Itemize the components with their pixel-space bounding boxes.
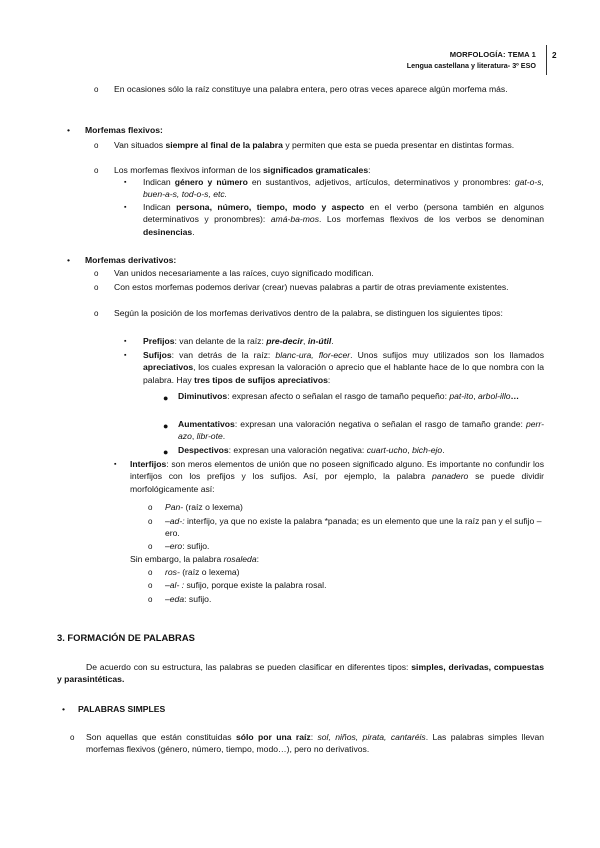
sufijos-item: Sufijos: van detrás de la raíz: blanc-ura, flor-ecer. Unos sufijos muy utilizados son los llamados apreciativos, los cuales expresan la valoración o aprecio que el hablante hace de lo que nombra con la palabra. Hay tres tipos de sufijos apreciativos: — [143, 350, 544, 385]
derivativos-item-3: Según la posición de los morfemas derivativos dentro de la palabra, se distinguen los siguientes tipos: — [114, 308, 503, 318]
circle-bullet-icon: o — [148, 517, 153, 526]
circle-bullet-icon: o — [94, 141, 99, 150]
flexivos-sub-1: Indican género y número en sustantivos, adjetivos, artículos, determinativos y pronombres: gat-o-s, buen-a-s, tod-o-s, etc. — [143, 177, 544, 200]
square-bullet-icon: ▪ — [124, 352, 127, 359]
square-bullet-icon: ▪ — [114, 461, 117, 468]
circle-bullet-icon: o — [94, 85, 99, 94]
page-number: 2 — [552, 51, 557, 60]
square-bullet-icon: ▪ — [124, 338, 127, 345]
aumentativos-item: Aumentativos: expresan una valoración negativa o señalan el rasgo de tamaño grande: perr-azo, libr-ote. — [178, 419, 544, 442]
section-title: 3. FORMACIÓN DE PALABRAS — [57, 632, 195, 643]
despectivos-item: Despectivos: expresan una valoración negativa: cuart-ucho, bich-ejo. — [178, 445, 445, 455]
circle-bullet-icon: o — [148, 503, 153, 512]
flexivos-sub-2: Indican persona, número, tiempo, modo y aspecto en el verbo (persona también en algunos determinativos y pronombres): amá-ba-mos. Los morfemas flexivos de los verbos se denominan desinencias. — [143, 202, 544, 237]
circle-bullet-icon: o — [94, 283, 99, 292]
flexivos-item-1: Van situados siempre al final de la palabra y permiten que esta se pueda presentar en distintas formas. — [114, 140, 515, 150]
dot-bullet-icon: ● — [163, 393, 169, 403]
ad-item: –ad-: interfijo, ya que no existe la palabra *panada; es un elemento que une la raíz pan y el sufijo –ero. — [165, 516, 542, 539]
sin-embargo-line: Sin embargo, la palabra rosaleda: — [130, 554, 259, 564]
al-item: –al- : sufijo, porque existe la palabra rosal. — [165, 580, 327, 590]
header-title: MORFOLOGÍA: TEMA 1 — [449, 50, 536, 59]
circle-bullet-icon: o — [148, 581, 153, 590]
eda-item: –eda: sufijo. — [165, 594, 212, 604]
dot-bullet-icon: ● — [163, 421, 169, 431]
circle-bullet-icon: o — [94, 166, 99, 175]
square-bullet-icon: ▪ — [124, 204, 127, 211]
circle-bullet-icon: o — [70, 733, 75, 742]
intro-item: En ocasiones sólo la raíz constituye una palabra entera, pero otras veces aparece algún morfema más. — [114, 84, 508, 94]
header-divider — [546, 45, 547, 75]
derivativos-heading: Morfemas derivativos: — [85, 255, 177, 265]
square-bullet-icon: ▪ — [124, 179, 127, 186]
circle-bullet-icon: o — [148, 568, 153, 577]
header-subtitle: Lengua castellana y literatura- 3º ESO — [406, 61, 536, 70]
prefijos-item: Prefijos: van delante de la raíz: pre-decir, in-útil. — [143, 336, 334, 346]
flexivos-heading: Morfemas flexivos: — [85, 125, 163, 135]
circle-bullet-icon: o — [148, 595, 153, 604]
circle-bullet-icon: o — [94, 269, 99, 278]
ero-item: –ero: sufijo. — [165, 541, 210, 551]
simples-heading: PALABRAS SIMPLES — [78, 704, 166, 714]
derivativos-item-1: Van unidos necesariamente a las raíces, cuyo significado modifican. — [114, 268, 374, 278]
dot-bullet-icon: ● — [163, 447, 169, 457]
diminutivos-item: Diminutivos: expresan afecto o señalan el rasgo de tamaño pequeño: pat-ito, arbol-illo… — [178, 391, 520, 401]
simples-item: Son aquellas que están constituidas sólo por una raíz: sol, niños, pirata, cantaréis. Las palabras simples llevan morfemas flexivos (género, número, tiempo, modo…), pero no derivativos. — [86, 732, 545, 755]
circle-bullet-icon: o — [94, 309, 99, 318]
round-bullet-icon: • — [67, 255, 71, 265]
circle-bullet-icon: o — [148, 542, 153, 551]
pan-item: Pan- (raíz o lexema) — [165, 502, 243, 512]
round-bullet-icon: • — [67, 125, 71, 135]
interfijos-item: Interfijos: son meros elementos de unión que no poseen significado alguno. Es importante no confundir los interfijos con los prefijos y los sufijos. Así, por ejemplo, la palabra panadero se puede dividir morfológicamente así: — [130, 459, 544, 494]
ros-item: ros- (raíz o lexema) — [165, 567, 240, 577]
flexivos-item-2: Los morfemas flexivos informan de los significados gramaticales: — [114, 165, 371, 175]
round-bullet-icon: • — [62, 704, 66, 714]
derivativos-item-2: Con estos morfemas podemos derivar (crear) nuevas palabras a partir de otras previamente existentes. — [114, 282, 509, 292]
section-paragraph: De acuerdo con su estructura, las palabras se pueden clasificar en diferentes tipos: simples, derivadas, compuestas y parasintéticas. — [57, 662, 544, 685]
